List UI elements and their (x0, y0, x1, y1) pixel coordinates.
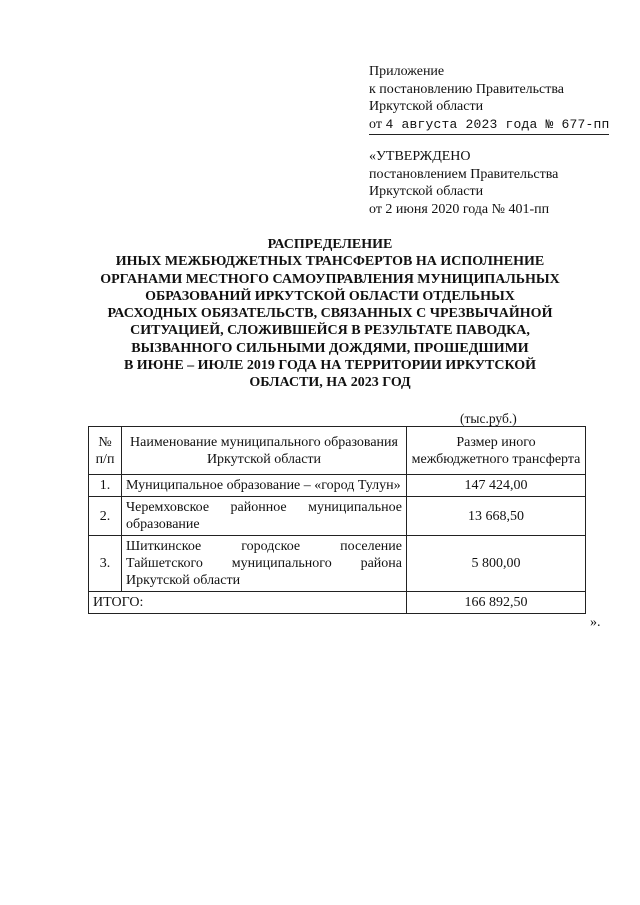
header-municipality: Наименование муниципального образования Иркутской области (122, 427, 407, 475)
title-line: ОРГАНАМИ МЕСТНОГО САМОУПРАВЛЕНИЯ МУНИЦИПАЛЬНЫХ (100, 271, 560, 287)
appendix-block (369, 63, 609, 135)
total-amount: 166 892,50 (407, 592, 586, 614)
row-number: 2. (89, 497, 122, 536)
document-title (70, 236, 590, 392)
title-line: РАСПРЕДЕЛЕНИЕ (267, 237, 393, 252)
approved-line-3: Иркутской области (369, 184, 484, 199)
appendix-date-line (369, 116, 609, 136)
row-number: 1. (89, 475, 122, 497)
approved-line-2: постановлением Правительства (369, 166, 559, 182)
approved-line-4: от 2 июня 2020 года № 401-пп (369, 201, 550, 217)
header-amount: Размер иного межбюджетного трансферта (407, 427, 586, 475)
table-row (89, 475, 586, 497)
row-number: 3. (89, 536, 122, 592)
title-line: ОБРАЗОВАНИЙ ИРКУТСКОЙ ОБЛАСТИ ОТДЕЛЬНЫХ (145, 288, 515, 304)
appendix-date-prefix: от (369, 116, 382, 132)
appendix-line-3: Иркутской области (369, 99, 484, 114)
title-line: ОБЛАСТИ, НА 2023 ГОД (249, 375, 411, 391)
row-municipality: Черемховское районное муниципальное образование (122, 497, 407, 536)
title-line: РАСХОДНЫХ ОБЯЗАТЕЛЬСТВ, СВЯЗАННЫХ С ЧРЕЗВЫЧАЙНОЙ (107, 306, 553, 322)
title-line: СИТУАЦИЕЙ, СЛОЖИВШЕЙСЯ В РЕЗУЛЬТАТЕ ПАВОДКА, (130, 323, 530, 339)
units-label: (тыс.руб.) (460, 411, 517, 426)
table-total-row (89, 592, 586, 614)
row-amount: 13 668,50 (407, 497, 586, 536)
appendix-line-2: к постановлению Правительства (369, 81, 565, 97)
title-line: ИНЫХ МЕЖБЮДЖЕТНЫХ ТРАНСФЕРТОВ НА ИСПОЛНЕНИЕ (115, 254, 545, 270)
approved-block (369, 148, 558, 218)
appendix-date-underline (369, 116, 609, 136)
distribution-table (88, 426, 586, 614)
appendix-line-1: Приложение (369, 64, 445, 79)
row-amount: 5 800,00 (407, 536, 586, 592)
row-amount: 147 424,00 (407, 475, 586, 497)
approved-line-1: «УТВЕРЖДЕНО (369, 149, 471, 164)
closing-quote-mark: ». (590, 615, 601, 630)
table-header-row (89, 427, 586, 475)
row-municipality: Шиткинское городское поселение Тайшетского муниципального района Иркутской области (122, 536, 407, 592)
appendix-date-stamp: 4 августа 2023 года № 677-пп (385, 116, 610, 132)
total-label: ИТОГО: (89, 592, 407, 614)
row-municipality: Муниципальное образование – «город Тулун» (122, 475, 407, 497)
title-line: В ИЮНЕ – ИЮЛЕ 2019 ГОДА НА ТЕРРИТОРИИ ИРКУТСКОЙ (123, 358, 537, 374)
table-row (89, 536, 586, 592)
title-line: ВЫЗВАННОГО СИЛЬНЫМИ ДОЖДЯМИ, ПРОШЕДШИМИ (131, 340, 529, 356)
table-row (89, 497, 586, 536)
header-number: № п/п (89, 427, 122, 475)
